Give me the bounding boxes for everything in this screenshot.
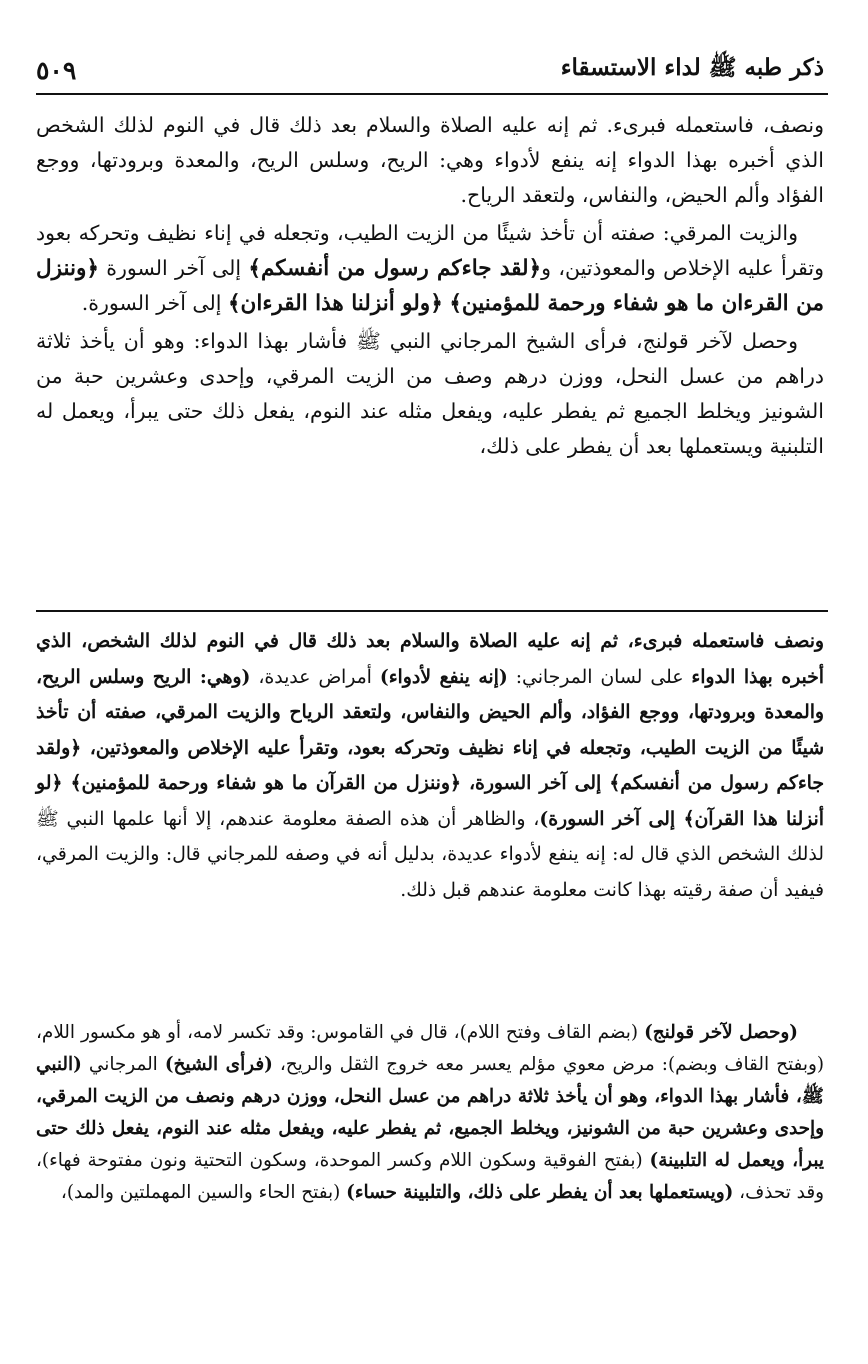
- commentary-2-text-2: المرجاني: [81, 1054, 165, 1075]
- header-rule: [36, 93, 828, 95]
- commentary-2-text-3: (بفتح الفوقية وسكون اللام وكسر الموحدة، وسكون التحتية ونون مفتوحة فهاء)، وقد تحذف،: [36, 1150, 824, 1203]
- quran-verse-1: ﴿لقد جاءكم رسول من أنفسكم﴾: [248, 256, 542, 281]
- commentary-2-bold-1: (وحصل لآخر قولنج): [644, 1022, 799, 1043]
- main-paragraph-3: [36, 324, 824, 464]
- commentary-1-text-1: على لسان المرجاني:: [507, 666, 692, 688]
- quran-verse-3: ﴿ولو أنزلنا هذا القرءان﴾: [227, 291, 443, 316]
- commentary-block-2: [36, 1017, 824, 1209]
- commentary-1-text-2: أمراض عديدة،: [250, 666, 380, 688]
- main-p2-text-2: إلى آخر السورة: [98, 256, 249, 280]
- commentary-1-bold-3: (وهي: الريح وسلس الريح، والمعدة وبرودتها، ووجع الفؤاد، وألم الحيض والنفاس، ولتعقد الرياح والزيت المرقي، صفته أن تأخذ شيئًا من الزيت الطيب، وتجعله في إناء نظيف وتحركه بعود، وتقرأ عليه الإخلاص والمعوذتين، ﴿ولقد جاءكم رسول من أنفسكم﴾ إلى آخر السورة، ﴿وننزل من القرآن ما هو شفاء ورحمة للمؤمنين﴾ ﴿لو أنزلنا هذا القرآن﴾ إلى آخر السورة): [36, 665, 824, 830]
- commentary-1-bold-1: ونصف فاستعمله فبرىء، ثم إنه عليه الصلاة والسلام بعد ذلك قال في النوم لذلك الشخص، الذي أخبره بهذا الدواء: [36, 630, 824, 688]
- main-p1-text: ونصف، فاستعمله فبرىء. ثم إنه عليه الصلاة والسلام بعد ذلك قال في النوم لذلك الشخص الذي أخبره بهذا الدواء إنه ينفع لأدواء وهي: الريح، وسلس الريح، والمعدة وبرودتها، ووجع الفؤاد وألم الحيض، والنفاس، ولتعقد الرياح.: [36, 113, 824, 207]
- main-p3-text: وحصل لآخر قولنج، فرأى الشيخ المرجاني النبي ﷺ فأشار بهذا الدواء: وهو أن يأخذ ثلاثة دراهم من عسل النحل، ووزن درهم وصف من الزيت المرقي، وإحدى وعشرين حبة من الشونيز ويخلط الجميع ثم يفطر عليه، ويفعل مثله عند النوم، يفعل ذلك حتى يبرأ، ويعمل له التلبنية ويستعملها بعد أن يفطر على ذلك،: [36, 329, 824, 458]
- commentary-2-bold-3: (النبي ﷺ، فأشار بهذا الدواء، وهو أن يأخذ ثلاثة دراهم من عسل النحل، ووزن درهم ونصف من الزيت المرقي، وإحدى وعشرين حبة من الشونيز، ويخلط الجميع، ثم يفطر عليه، ويفعل مثله عند النوم، يفعل ذلك حتى يبرأ، ويعمل له التلبينة): [36, 1054, 824, 1171]
- main-p2-text-4: إلى آخر السورة.: [81, 291, 228, 315]
- main-p2-text-1: والزيت المرقي: صفته أن تأخذ شيئًا من الزيت الطيب، وتجعله في إناء نظيف وتحركه بعود وتقرأ عليه الإخلاص والمعوذتين، و: [36, 221, 825, 280]
- main-paragraph-1: [36, 108, 824, 213]
- commentary-1-text-3: ، والظاهر أن هذه الصفة معلومة عندهم، إلا أنها علمها النبي ﷺ لذلك الشخص الذي قال له: إنه ينفع لأدواء عديدة، بدليل أنه في وصفه للمرجاني قال: والزيت المرقي، فيفيد أن صفة رقيته بهذا كانت معلومة عندهم قبل ذلك.: [36, 808, 824, 901]
- commentary-block-1: [36, 624, 824, 908]
- commentary-1-bold-2: (إنه ينفع لأدواء): [379, 665, 508, 688]
- commentary-1-paragraph: [36, 624, 824, 908]
- commentary-separator: [36, 610, 828, 612]
- running-header: [36, 50, 824, 90]
- page-number: ٥٠٩: [36, 55, 77, 85]
- commentary-2-paragraph: [36, 1017, 824, 1209]
- commentary-2-text-1: (بضم القاف وفتح اللام)، قال في القاموس: وقد تكسر لامه، أو هو مكسور اللام، (وبفتح القاف وبضم): مرض معوي مؤلم يعسر معه خروج الثقل والريح،: [36, 1022, 824, 1075]
- commentary-2-bold-2: (فرأى الشيخ): [164, 1054, 273, 1075]
- commentary-2-text-4: (بفتح الحاء والسين المهملتين والمد)،: [60, 1182, 347, 1203]
- main-text: [36, 108, 824, 464]
- quran-verse-2: ﴿وننزل من القرءان ما هو شفاء ورحمة للمؤمنين﴾: [36, 256, 824, 316]
- running-title: ذكر طبه ﷺ لداء الاستسقاء: [560, 54, 824, 81]
- commentary-2-bold-4: (ويستعملها بعد أن يفطر على ذلك، والتلبينة حساء): [346, 1182, 734, 1203]
- main-paragraph-2: [36, 216, 824, 321]
